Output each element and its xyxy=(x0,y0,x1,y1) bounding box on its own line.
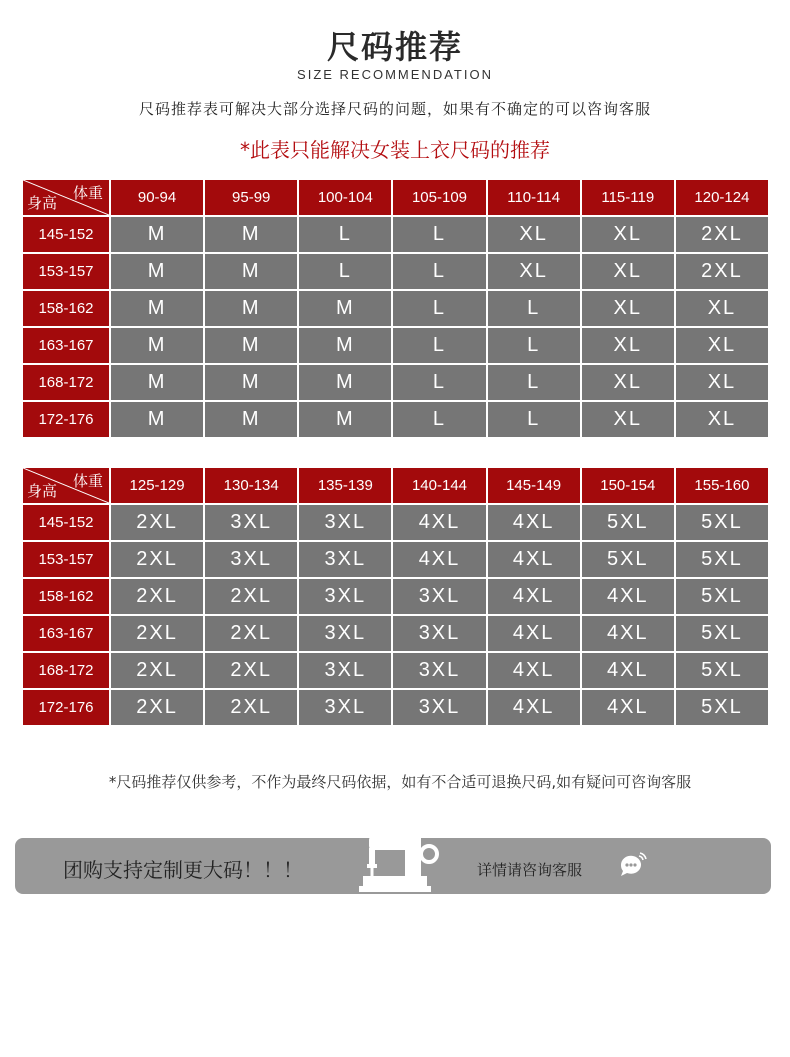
height-row-header: 172-176 xyxy=(23,690,109,725)
disclaimer-note: *尺码推荐仅供参考，不作为最终尺码依据，如有不合适可退换尺码,如有疑问可咨询客服 xyxy=(108,773,692,791)
size-cell: 2XL xyxy=(111,690,203,725)
size-cell: 4XL xyxy=(393,505,485,540)
corner-cell xyxy=(23,468,109,503)
size-cell: 2XL xyxy=(205,616,297,651)
size-cell: L xyxy=(393,217,485,252)
size-cell: M xyxy=(299,402,391,437)
table-row xyxy=(23,690,768,725)
table-row xyxy=(23,616,768,651)
size-cell: M xyxy=(205,402,297,437)
size-cell: 3XL xyxy=(299,505,391,540)
corner-height-label: 身高 xyxy=(27,483,58,500)
height-row-header: 163-167 xyxy=(23,616,109,651)
size-cell: 4XL xyxy=(488,542,580,577)
page-subtitle: SIZE RECOMMENDATION xyxy=(297,67,493,82)
size-cell: L xyxy=(393,365,485,400)
size-cell: 4XL xyxy=(582,579,674,614)
size-cell: M xyxy=(111,328,203,363)
height-row-header: 145-152 xyxy=(23,505,109,540)
intro-text: 尺码推荐表可解决大部分选择尺码的问题，如果有不确定的可以咨询客服 xyxy=(138,100,651,118)
size-cell: 5XL xyxy=(676,616,768,651)
size-cell: 4XL xyxy=(488,616,580,651)
size-cell: 4XL xyxy=(488,579,580,614)
size-cell: XL xyxy=(488,217,580,252)
weight-column-header: 135-139 xyxy=(299,468,391,503)
weight-column-header: 145-149 xyxy=(488,468,580,503)
size-cell: 3XL xyxy=(299,653,391,688)
custom-order-banner xyxy=(15,838,771,894)
height-row-header: 145-152 xyxy=(23,217,109,252)
banner-left-text: 团购支持定制更大码！！！ xyxy=(63,858,303,882)
table-row xyxy=(23,653,768,688)
size-cell: M xyxy=(111,291,203,326)
warning-text: *此表只能解决女装上衣尺码的推荐 xyxy=(240,138,550,162)
size-cell: 2XL xyxy=(111,616,203,651)
height-row-header: 158-162 xyxy=(23,291,109,326)
size-cell: 2XL xyxy=(111,653,203,688)
size-cell: L xyxy=(488,402,580,437)
size-cell: XL xyxy=(582,254,674,289)
size-cell: 2XL xyxy=(205,653,297,688)
size-cell: L xyxy=(488,328,580,363)
size-cell: 3XL xyxy=(299,579,391,614)
table-row xyxy=(23,254,768,289)
size-cell: XL xyxy=(676,365,768,400)
size-cell: L xyxy=(393,291,485,326)
size-cell: 3XL xyxy=(393,616,485,651)
size-cell: 4XL xyxy=(582,690,674,725)
size-table-1 xyxy=(21,178,770,439)
size-cell: XL xyxy=(582,402,674,437)
weight-column-header: 100-104 xyxy=(299,180,391,215)
size-cell: 2XL xyxy=(111,542,203,577)
corner-cell xyxy=(23,180,109,215)
table-row xyxy=(23,328,768,363)
size-cell: 5XL xyxy=(676,579,768,614)
height-row-header: 153-157 xyxy=(23,542,109,577)
size-cell: XL xyxy=(676,402,768,437)
size-cell: M xyxy=(299,365,391,400)
size-cell: 4XL xyxy=(393,542,485,577)
size-cell: L xyxy=(393,254,485,289)
size-cell: L xyxy=(393,328,485,363)
corner-height-label: 身高 xyxy=(27,195,58,212)
size-cell: M xyxy=(205,254,297,289)
size-cell: XL xyxy=(582,365,674,400)
size-cell: 5XL xyxy=(676,653,768,688)
height-row-header: 168-172 xyxy=(23,365,109,400)
size-table-2 xyxy=(21,466,770,727)
table-row xyxy=(23,505,768,540)
table-row xyxy=(23,291,768,326)
size-cell: XL xyxy=(582,291,674,326)
weight-column-header: 120-124 xyxy=(676,180,768,215)
size-cell: 2XL xyxy=(111,579,203,614)
size-cell: 2XL xyxy=(676,254,768,289)
size-cell: L xyxy=(488,291,580,326)
size-cell: XL xyxy=(676,328,768,363)
size-cell: XL xyxy=(488,254,580,289)
weight-column-header: 90-94 xyxy=(111,180,203,215)
table-row xyxy=(23,365,768,400)
size-cell: 3XL xyxy=(393,579,485,614)
weight-column-header: 130-134 xyxy=(205,468,297,503)
size-cell: 5XL xyxy=(582,505,674,540)
size-cell: L xyxy=(299,217,391,252)
size-cell: 2XL xyxy=(111,505,203,540)
size-cell: M xyxy=(111,365,203,400)
weight-column-header: 115-119 xyxy=(582,180,674,215)
size-cell: 4XL xyxy=(488,653,580,688)
size-cell: M xyxy=(111,402,203,437)
size-cell: 2XL xyxy=(676,217,768,252)
height-row-header: 172-176 xyxy=(23,402,109,437)
size-cell: 4XL xyxy=(488,690,580,725)
banner-right-text: 详情请咨询客服 xyxy=(477,861,583,879)
size-cell: M xyxy=(111,254,203,289)
size-cell: 5XL xyxy=(676,542,768,577)
size-cell: 3XL xyxy=(299,690,391,725)
size-cell: 5XL xyxy=(676,690,768,725)
weight-column-header: 150-154 xyxy=(582,468,674,503)
size-cell: M xyxy=(205,365,297,400)
weight-column-header: 155-160 xyxy=(676,468,768,503)
size-cell: 2XL xyxy=(205,690,297,725)
weight-column-header: 125-129 xyxy=(111,468,203,503)
page-title: 尺码推荐 xyxy=(326,28,463,66)
size-cell: M xyxy=(299,291,391,326)
corner-weight-label: 体重 xyxy=(72,473,103,490)
sewing-machine-icon xyxy=(355,834,451,900)
size-cell: 5XL xyxy=(582,542,674,577)
size-cell: 3XL xyxy=(205,542,297,577)
size-cell: 4XL xyxy=(488,505,580,540)
size-cell: 3XL xyxy=(205,505,297,540)
weight-column-header: 140-144 xyxy=(393,468,485,503)
table-row xyxy=(23,542,768,577)
height-row-header: 158-162 xyxy=(23,579,109,614)
size-cell: 4XL xyxy=(582,653,674,688)
corner-weight-label: 体重 xyxy=(72,185,103,202)
size-cell: L xyxy=(393,402,485,437)
table-header-row xyxy=(23,180,768,215)
size-cell: M xyxy=(205,328,297,363)
size-cell: 3XL xyxy=(299,542,391,577)
size-cell: 3XL xyxy=(393,653,485,688)
size-cell: M xyxy=(205,291,297,326)
table-row xyxy=(23,579,768,614)
size-cell: XL xyxy=(582,328,674,363)
size-cell: 2XL xyxy=(205,579,297,614)
size-cell: L xyxy=(488,365,580,400)
size-cell: L xyxy=(299,254,391,289)
weight-column-header: 105-109 xyxy=(393,180,485,215)
height-row-header: 163-167 xyxy=(23,328,109,363)
size-cell: 3XL xyxy=(393,690,485,725)
size-cell: XL xyxy=(676,291,768,326)
size-cell: M xyxy=(111,217,203,252)
size-cell: XL xyxy=(582,217,674,252)
size-cell: M xyxy=(299,328,391,363)
chat-bubble-icon[interactable] xyxy=(618,852,648,884)
size-cell: 5XL xyxy=(676,505,768,540)
weight-column-header: 95-99 xyxy=(205,180,297,215)
table-header-row xyxy=(23,468,768,503)
height-row-header: 153-157 xyxy=(23,254,109,289)
size-cell: 3XL xyxy=(299,616,391,651)
size-cell: M xyxy=(205,217,297,252)
height-row-header: 168-172 xyxy=(23,653,109,688)
weight-column-header: 110-114 xyxy=(488,180,580,215)
table-row xyxy=(23,402,768,437)
size-cell: 4XL xyxy=(582,616,674,651)
table-row xyxy=(23,217,768,252)
